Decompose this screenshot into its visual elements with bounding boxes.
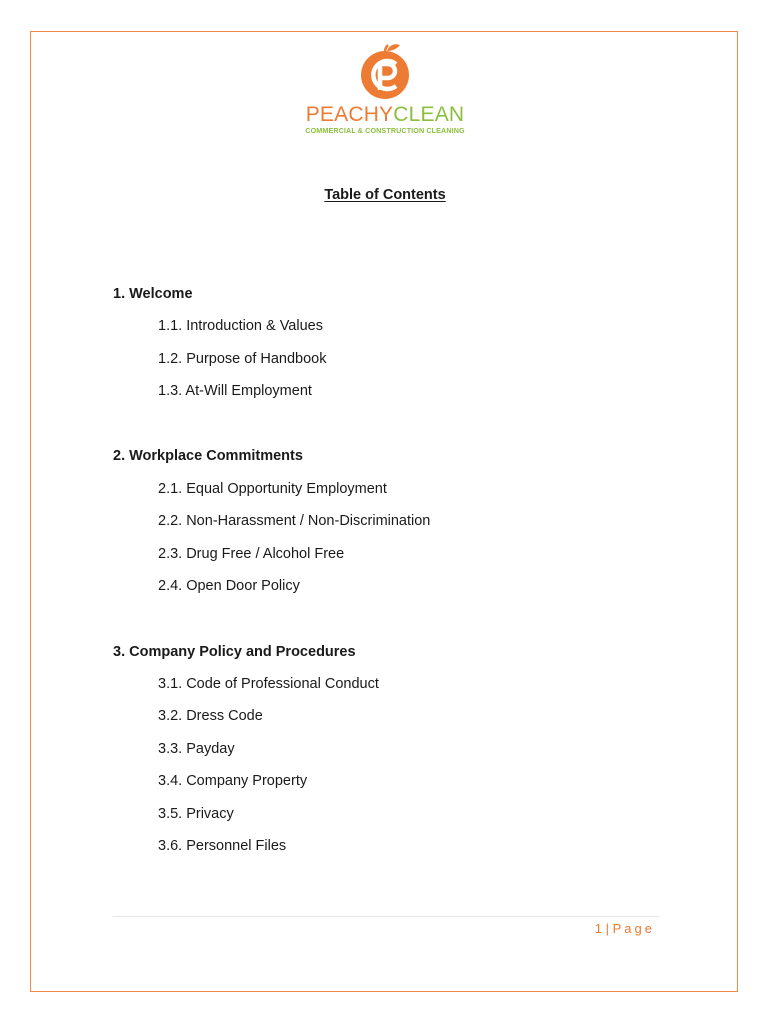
- toc-section-heading[interactable]: 3. Company Policy and Procedures: [113, 644, 356, 660]
- toc-entry[interactable]: 2.2. Non-Harassment / Non-Discrimination: [158, 513, 431, 529]
- toc-entry[interactable]: 3.5. Privacy: [158, 806, 234, 822]
- toc-entry[interactable]: 3.2. Dress Code: [158, 708, 263, 724]
- brand-name-peachy: PEACHY: [305, 103, 394, 126]
- toc-entry[interactable]: 1.3. At-Will Employment: [158, 383, 312, 399]
- toc-entry[interactable]: 3.4. Company Property: [158, 773, 308, 789]
- page-border: [30, 31, 738, 992]
- peach-pc-icon: [356, 42, 416, 100]
- toc-entry[interactable]: 1.1. Introduction & Values: [158, 318, 323, 334]
- footer-divider: [113, 916, 659, 917]
- brand-name: [300, 104, 470, 125]
- toc-entry[interactable]: 1.2. Purpose of Handbook: [158, 351, 327, 367]
- toc-entry[interactable]: 2.3. Drug Free / Alcohol Free: [158, 546, 345, 562]
- brand-tagline: COMMERCIAL & CONSTRUCTION CLEANING: [305, 126, 465, 135]
- page-word: Page: [612, 921, 655, 936]
- brand-name-clean: CLEAN: [393, 103, 465, 126]
- page-number: 1: [594, 921, 602, 936]
- toc-title: Table of Contents: [324, 187, 446, 203]
- toc-entry[interactable]: 3.6. Personnel Files: [158, 838, 287, 854]
- toc-entry[interactable]: 3.1. Code of Professional Conduct: [158, 676, 379, 692]
- toc-entry[interactable]: 2.4. Open Door Policy: [158, 578, 300, 594]
- company-logo: [300, 42, 470, 138]
- page-number-footer: [595, 921, 655, 936]
- toc-entry[interactable]: 2.1. Equal Opportunity Employment: [158, 481, 387, 497]
- toc-entry[interactable]: 3.3. Payday: [158, 741, 235, 757]
- page-separator: |: [605, 921, 609, 936]
- toc-section-heading[interactable]: 2. Workplace Commitments: [113, 448, 303, 464]
- toc-section-heading[interactable]: 1. Welcome: [113, 286, 193, 302]
